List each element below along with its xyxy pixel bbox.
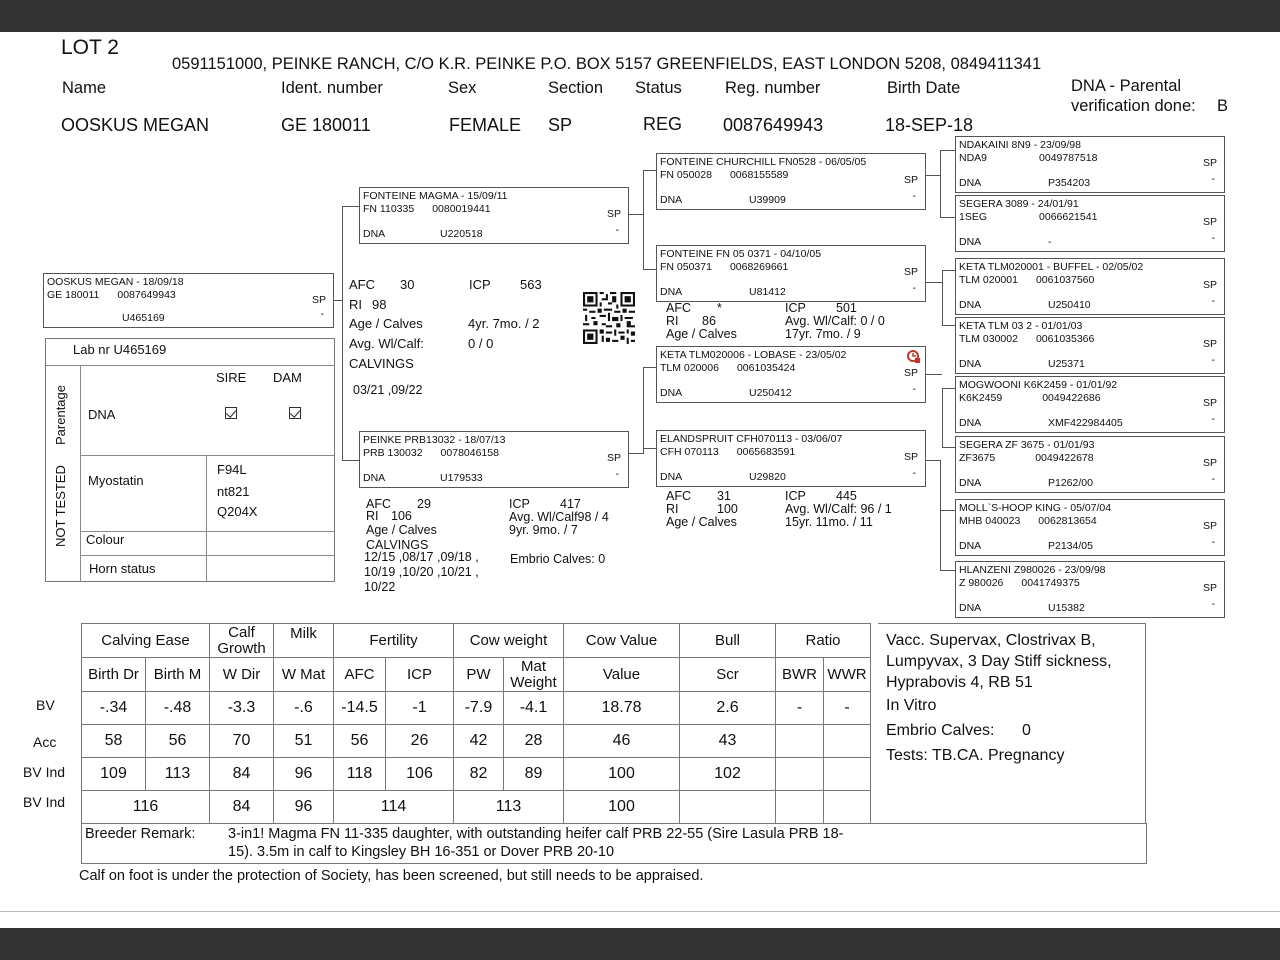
group-bull: Bull (680, 624, 776, 658)
dam-icp: 563 (520, 277, 542, 292)
group-cow-value: Cow Value (564, 624, 680, 658)
buffel-dna: DNA (959, 299, 982, 311)
elandspruit-afc: 31 (717, 489, 731, 503)
fn050371-avg: Avg. Wl/Calf: 0 / 0 (785, 314, 885, 328)
sub-value: Value (564, 658, 680, 692)
acc-cell: 56 (146, 725, 210, 758)
buffel-dash: - (1211, 295, 1215, 307)
bv-cell: 2.6 (680, 692, 776, 725)
lobase-lab: U250412 (749, 387, 792, 399)
vaccinations: Vacc. Supervax, Clostrivax B, Lumpyvax, 3 Day Stiff sickness, Hyprabovis 4, RB 51 (886, 632, 1112, 691)
bv-cell: -7.9 (454, 692, 504, 725)
bvind-cell (776, 758, 824, 791)
parentage-label: Parentage (53, 385, 68, 445)
myostatin-value-2: nt821 (217, 484, 250, 499)
ndakaini-section: SP (1202, 157, 1217, 169)
elandspruit-age: 15yr. 11mo. / 11 (785, 515, 873, 529)
dam-calvings-label: CALVINGS (349, 356, 414, 371)
ketatlm03-reg: 0061035366 (1035, 333, 1095, 345)
footer-note: Calf on foot is under the protection of Society, has been screened, but still needs to be appraised. (79, 868, 704, 884)
prb-dna: DNA (363, 472, 386, 484)
prb-avg: Avg. Wl/Calf98 / 4 (509, 510, 609, 524)
acc-cell: 58 (82, 725, 146, 758)
dam-label: DAM (273, 370, 302, 385)
dam-avg: 0 / 0 (468, 336, 494, 351)
elandspruit-dna: DNA (660, 471, 683, 483)
box-segera3089 (955, 195, 1225, 252)
bv-cell: 18.78 (564, 692, 680, 725)
embrio-value: 0 (1022, 722, 1031, 739)
elandspruit-icp-label: ICP (785, 489, 806, 503)
bvind2-cell: 100 (564, 791, 680, 824)
segera3089-dash: - (1211, 232, 1215, 244)
sub-bwr: BWR (776, 658, 824, 692)
sire-label: SIRE (216, 370, 247, 385)
box-hlanzeni (955, 561, 1225, 618)
magma-ident: FN 110335 (363, 203, 415, 215)
myostatin-label: Myostatin (88, 473, 144, 488)
bv-cell: -14.5 (334, 692, 386, 725)
ketatlm03-title: KETA TLM 03 2 - 01/01/03 (959, 320, 1083, 332)
acc-cell: 43 (680, 725, 776, 758)
mogwooni-title: MOGWOONI K6K2459 - 01/01/92 (959, 379, 1118, 391)
remark-line-2: 15). 3.5m in calf to Kingsley BH 16-351 or Dover PRB 20-10 (228, 844, 615, 860)
prb-ri: 106 (391, 509, 412, 523)
award-icon (907, 350, 921, 364)
sub-birth-dr: Birth Dr (82, 658, 146, 692)
bv-cell: -4.1 (504, 692, 564, 725)
ndakaini-dna: DNA (959, 177, 982, 189)
fn050371-age-label: Age / Calves (666, 327, 737, 341)
sire-check-icon (225, 407, 237, 419)
myostatin-value-1: F94L (217, 462, 247, 477)
churchill-dash: - (912, 190, 916, 202)
hlanzeni-reg: 0041749375 (1021, 577, 1080, 589)
prb-section: SP (606, 452, 621, 464)
header-reg: Reg. number (725, 79, 821, 97)
animal-ident: GE 180011 (281, 115, 371, 135)
self-pedigree-box (43, 273, 334, 328)
parentage-table (45, 338, 335, 582)
row-label-acc: Acc (33, 734, 57, 750)
fn050371-age: 17yr. 7mo. / 9 (785, 327, 861, 341)
remark-line-1: 3-in1! Magma FN 11-335 daughter, with outstanding heifer calf PRB 22-55 (Sire Lasula PRB 18- (228, 826, 844, 842)
box-ketatlm03 (955, 317, 1225, 374)
buffel-ident: TLM 020001 (959, 274, 1018, 286)
myostatin-value-3: Q204X (217, 504, 258, 519)
ketatlm03-ids (959, 333, 1094, 346)
dam-check-icon (289, 407, 301, 419)
sub-icp: ICP (386, 658, 454, 692)
horn-status-label: Horn status (89, 561, 156, 576)
sub-afc: AFC (334, 658, 386, 692)
group-cow-weight: Cow weight (454, 624, 564, 658)
group-milk: Milk (274, 624, 334, 658)
prb-age: 9yr. 9mo. / 7 (509, 523, 578, 537)
hlanzeni-title: HLANZENI Z980026 - 23/09/98 (959, 564, 1106, 576)
acc-cell (824, 725, 871, 758)
elandspruit-ri: 100 (717, 502, 738, 516)
fn050371-ri-label: RI (666, 314, 679, 328)
box-prb13032 (359, 431, 629, 488)
lobase-ids (660, 362, 795, 375)
group-fertility: Fertility (334, 624, 454, 658)
segerazf-ident: ZF3675 (959, 452, 996, 464)
dam-afc-label: AFC (349, 277, 375, 292)
hlanzeni-ident: Z 980026 (959, 577, 1004, 589)
mogwooni-section: SP (1202, 397, 1217, 409)
bv-cell: -.48 (146, 692, 210, 725)
dam-ri: 98 (372, 297, 387, 312)
acc-cell: 46 (564, 725, 680, 758)
segerazf-section: SP (1202, 457, 1217, 469)
segerazf-ids (959, 452, 1094, 465)
segerazf-reg: 0049422678 (1035, 452, 1094, 464)
elandspruit-title: ELANDSPRUIT CFH070113 - 03/06/07 (660, 433, 843, 445)
hlanzeni-lab: U15382 (1048, 602, 1085, 614)
prb-ident: PRB 130032 (363, 447, 423, 459)
fn050371-dash: - (912, 282, 916, 294)
mollshoop-section: SP (1202, 520, 1217, 532)
acc-cell: 56 (334, 725, 386, 758)
lot-number: LOT 2 (61, 36, 119, 59)
churchill-title: FONTEINE CHURCHILL FN0528 - 06/05/05 (660, 156, 867, 168)
churchill-ident: FN 050028 (660, 169, 712, 181)
qr-code-icon (583, 292, 635, 344)
self-dash: - (320, 308, 324, 320)
elandspruit-afc-label: AFC (666, 489, 691, 503)
hlanzeni-dna: DNA (959, 602, 982, 614)
sub-mat-weight: Mat Weight (504, 658, 564, 692)
lobase-title: KETA TLM020006 - LOBASE - 23/05/02 (660, 349, 847, 361)
ketatlm03-section: SP (1202, 338, 1217, 350)
elandspruit-icp: 445 (836, 489, 857, 503)
bvind2-cell: 116 (82, 791, 210, 824)
churchill-lab: U39909 (749, 194, 786, 206)
row-label-bv: BV (36, 697, 55, 713)
bvind-cell: 84 (210, 758, 274, 791)
acc-cell (776, 725, 824, 758)
bvind-cell: 106 (386, 758, 454, 791)
self-ident: GE 180011 (47, 289, 100, 301)
bvind2-cell: 113 (454, 791, 564, 824)
sire-box-magma (359, 187, 629, 244)
breeder-remark (81, 823, 1147, 864)
mogwooni-dna: DNA (959, 417, 982, 429)
mogwooni-lab: XMF422984405 (1048, 417, 1123, 429)
animal-section: SP (548, 115, 573, 135)
ndakaini-reg: 0049787518 (1039, 152, 1098, 164)
animal-status: REG (643, 114, 683, 134)
animal-reg: 0087649943 (723, 115, 824, 135)
lobase-reg: 0061035424 (736, 362, 796, 374)
bvind2-cell: 114 (334, 791, 454, 824)
bvind2-cell (824, 791, 871, 824)
tests: Tests: TB.CA. Pregnancy (886, 747, 1065, 764)
elandspruit-ident: CFH 070113 (660, 446, 719, 458)
churchill-section: SP (903, 174, 918, 186)
prb-lab: U179533 (440, 472, 483, 484)
hlanzeni-ids (959, 577, 1080, 590)
bv-cell: -1 (386, 692, 454, 725)
dam-age-label: Age / Calves (349, 316, 423, 331)
acc-cell: 28 (504, 725, 564, 758)
segerazf-dna: DNA (959, 477, 982, 489)
mogwooni-ident: K6K2459 (959, 392, 1003, 404)
not-tested-label: NOT TESTED (53, 465, 68, 547)
animal-name: OOSKUS MEGAN (61, 115, 210, 135)
acc-cell: 26 (386, 725, 454, 758)
header-sex: Sex (448, 79, 477, 97)
magma-dna: DNA (363, 228, 386, 240)
sub-pw: PW (454, 658, 504, 692)
remark-label: Breeder Remark: (85, 826, 196, 842)
elandspruit-section: SP (903, 451, 918, 463)
box-elandspruit (656, 430, 926, 487)
self-title: OOSKUS MEGAN - 18/09/18 (47, 276, 184, 288)
fn050371-title: FONTEINE FN 05 0371 - 04/10/05 (660, 248, 822, 260)
row-label-bvind-2: BV Ind (23, 794, 66, 810)
segera3089-ident: 1SEG (959, 211, 988, 223)
fn050371-reg: 0068269661 (729, 261, 789, 273)
sub-scr: Scr (680, 658, 776, 692)
bv-cell: -.34 (82, 692, 146, 725)
dam-ri-label: RI (349, 297, 362, 312)
header-birth: Birth Date (887, 79, 961, 97)
prb-ids (363, 447, 499, 460)
prb-age-label: Age / Calves (366, 523, 437, 537)
header-dna-1: DNA - Parental (1071, 77, 1182, 95)
segerazf-title: SEGERA ZF 3675 - 01/01/93 (959, 439, 1095, 451)
segera3089-section: SP (1202, 216, 1217, 228)
bvind2-cell: 96 (274, 791, 334, 824)
lobase-section: SP (903, 367, 918, 379)
lobase-dna: DNA (660, 387, 683, 399)
fn050371-ident: FN 050371 (660, 261, 712, 273)
buffel-lab: U250410 (1048, 299, 1091, 311)
box-churchill (656, 153, 926, 210)
box-mollshoop (955, 499, 1225, 556)
hlanzeni-dash: - (1211, 598, 1215, 610)
bvind2-cell: 84 (210, 791, 274, 824)
prb-icp-label: ICP (509, 497, 530, 511)
fn050371-ids (660, 261, 788, 274)
hlanzeni-section: SP (1202, 582, 1217, 594)
self-reg: 0087649943 (117, 289, 176, 301)
group-calf-growth: Calf Growth (210, 624, 274, 658)
header-dna-value: B (1217, 97, 1229, 115)
header-name: Name (62, 79, 107, 97)
self-lab: U465169 (122, 312, 165, 324)
lobase-dash: - (912, 383, 916, 395)
prb-reg: 0078046158 (440, 447, 499, 459)
bvind-cell: 82 (454, 758, 504, 791)
bvind-cell: 109 (82, 758, 146, 791)
bv-cell: - (824, 692, 871, 725)
in-vitro: In Vitro (886, 697, 937, 714)
mogwooni-dash: - (1211, 413, 1215, 425)
buffel-section: SP (1202, 279, 1217, 291)
colour-label: Colour (86, 532, 125, 547)
mollshoop-reg: 0062813654 (1038, 515, 1097, 527)
mollshoop-dash: - (1211, 536, 1215, 548)
animal-birth: 18-SEP-18 (885, 115, 974, 135)
churchill-ids (660, 169, 788, 182)
dam-calvings: 03/21 ,09/22 (353, 383, 423, 397)
segera3089-title: SEGERA 3089 - 24/01/91 (959, 198, 1079, 210)
elandspruit-reg: 0065683591 (736, 446, 796, 458)
segera3089-dna: DNA (959, 236, 982, 248)
dam-avg-label: Avg. Wl/Calf: (349, 336, 424, 351)
prb-title: PEINKE PRB13032 - 18/07/13 (363, 434, 506, 446)
bvind-cell: 89 (504, 758, 564, 791)
buffel-reg: 0061037560 (1035, 274, 1095, 286)
prb-calvings-3: 10/22 (364, 580, 396, 594)
row-label-bvind: BV Ind (23, 764, 66, 780)
self-ids (47, 289, 176, 302)
elandspruit-dash: - (912, 467, 916, 479)
box-fn050371 (656, 245, 926, 302)
self-section: SP (311, 294, 326, 306)
ketatlm03-ident: TLM 030002 (959, 333, 1018, 345)
animal-sex: FEMALE (449, 115, 522, 135)
elandspruit-age-label: Age / Calves (666, 515, 737, 529)
acc-cell: 51 (274, 725, 334, 758)
owner-details: 0591151000, PEINKE RANCH, C/O K.R. PEINKE P.O. BOX 5157 GREENFIELDS, EAST LONDON 5208, 0849411341 (172, 55, 1042, 73)
ndakaini-dash: - (1211, 173, 1215, 185)
sub-birth-m: Birth M (146, 658, 210, 692)
mogwooni-reg: 0049422686 (1042, 392, 1101, 404)
box-ndakaini (955, 136, 1225, 193)
group-calving-ease: Calving Ease (82, 624, 210, 658)
dam-icp-label: ICP (469, 277, 491, 292)
bvind2-cell (680, 791, 776, 824)
sub-w-dir: W Dir (210, 658, 274, 692)
mollshoop-title: MOLL`S-HOOP KING - 05/07/04 (959, 502, 1112, 514)
ndakaini-lab: P354203 (1048, 177, 1091, 189)
bv-cell: -.6 (274, 692, 334, 725)
bottom-bar (0, 928, 1280, 960)
mollshoop-ident: MHB 040023 (959, 515, 1021, 527)
mollshoop-ids (959, 515, 1097, 528)
ketatlm03-dash: - (1211, 354, 1215, 366)
side-info-box (878, 623, 1146, 824)
bvind2-cell (776, 791, 824, 824)
bvind-cell (824, 758, 871, 791)
embrio-label: Embrio Calves: (886, 722, 995, 739)
mollshoop-dna: DNA (959, 540, 982, 552)
buffel-title: KETA TLM020001 - BUFFEL - 02/05/02 (959, 261, 1144, 273)
sub-wwr: WWR (824, 658, 871, 692)
bv-cell: - (776, 692, 824, 725)
elandspruit-lab: U29820 (749, 471, 786, 483)
dam-age: 4yr. 7mo. / 2 (468, 316, 540, 331)
lab-number: Lab nr U465169 (73, 342, 167, 357)
prb-icp: 417 (560, 497, 581, 511)
magma-lab: U220518 (440, 228, 483, 240)
dna-label: DNA (88, 407, 116, 422)
bvind-cell: 118 (334, 758, 386, 791)
segera3089-reg: 0066621541 (1039, 211, 1098, 223)
fn050371-icp: 501 (836, 301, 857, 315)
segera3089-ids (959, 211, 1097, 224)
ndakaini-ids (959, 152, 1097, 165)
mogwooni-ids (959, 392, 1101, 405)
box-buffel (955, 258, 1225, 315)
header-section: Section (548, 79, 604, 97)
bvind-cell: 113 (146, 758, 210, 791)
fn050371-section: SP (903, 266, 918, 278)
magma-title: FONTEINE MAGMA - 15/09/11 (363, 190, 508, 202)
ndakaini-ident: NDA9 (959, 152, 988, 164)
fn050371-lab: U81412 (749, 286, 786, 298)
box-segerazf (955, 436, 1225, 493)
fn050371-icp-label: ICP (785, 301, 806, 315)
ketatlm03-lab: U25371 (1048, 358, 1085, 370)
dam-afc: 30 (400, 277, 415, 292)
bvind-cell: 96 (274, 758, 334, 791)
breeding-values-table (81, 623, 871, 824)
header-status: Status (635, 79, 682, 97)
magma-section: SP (606, 208, 621, 220)
header-dna-2: verification done: (1071, 97, 1196, 115)
header-ident: Ident. number (281, 79, 383, 97)
churchill-reg: 0068155589 (729, 169, 789, 181)
segera3089-lab: - (1048, 236, 1052, 248)
group-ratio: Ratio (776, 624, 871, 658)
lobase-ident: TLM 020006 (660, 362, 719, 374)
elandspruit-ri-label: RI (666, 502, 679, 516)
acc-cell: 70 (210, 725, 274, 758)
fn050371-afc-label: AFC (666, 301, 691, 315)
ketatlm03-dna: DNA (959, 358, 982, 370)
segerazf-dash: - (1211, 473, 1215, 485)
magma-reg: 0080019441 (432, 203, 491, 215)
bvind-cell: 100 (564, 758, 680, 791)
top-bar (0, 0, 1280, 32)
elandspruit-ids (660, 446, 795, 459)
fn050371-ri: 86 (702, 314, 716, 328)
segerazf-lab: P1262/00 (1048, 477, 1093, 489)
prb-dash: - (615, 468, 619, 480)
magma-dash: - (615, 224, 619, 236)
mollshoop-lab: P2134/05 (1048, 540, 1093, 552)
magma-ids (363, 203, 491, 216)
bv-cell: -3.3 (210, 692, 274, 725)
acc-cell: 42 (454, 725, 504, 758)
fn050371-afc: * (717, 301, 722, 315)
box-mogwooni (955, 376, 1225, 433)
prb-ri-label: RI (366, 509, 379, 523)
bvind-cell: 102 (680, 758, 776, 791)
box-lobase (656, 346, 926, 403)
prb-embrio: Embrio Calves: 0 (510, 552, 606, 566)
prb-calvings-2: 10/19 ,10/20 ,10/21 , (364, 565, 479, 579)
churchill-dna: DNA (660, 194, 683, 206)
fn050371-dna: DNA (660, 286, 683, 298)
buffel-ids (959, 274, 1094, 287)
divider (0, 911, 1280, 912)
elandspruit-avg: Avg. Wl/Calf: 96 / 1 (785, 502, 892, 516)
ndakaini-title: NDAKAINI 8N9 - 23/09/98 (959, 139, 1081, 151)
prb-calvings-1: 12/15 ,08/17 ,09/18 , (364, 550, 479, 564)
prb-afc: 29 (417, 497, 431, 511)
prb-afc-label: AFC (366, 497, 391, 511)
prb-calvings-label: CALVINGS (366, 538, 429, 552)
sub-w-mat: W Mat (274, 658, 334, 692)
